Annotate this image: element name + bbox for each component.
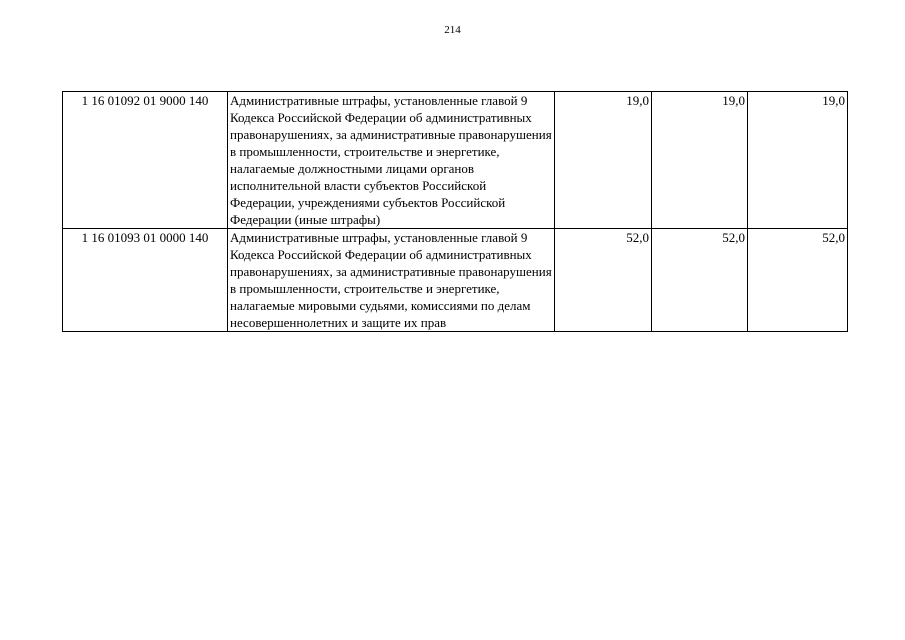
income-description: Административные штрафы, установленные главой 9 Кодекса Российской Федерации об административных правонарушениях, за административные правонарушения в промышленности, строительстве и энергетике, налагаемые мировыми судьями, комиссиями по делам несовершеннолетних и защите их прав [228, 229, 555, 332]
amount-year-2: 19,0 [652, 92, 748, 229]
income-description: Административные штрафы, установленные главой 9 Кодекса Российской Федерации об административных правонарушениях, за административные правонарушения в промышленности, строительстве и энергетике, налагаемые должностными лицами органов исполнительной власти субъектов Российской Федерации, учреждениями субъектов Российской Федерации (иные штрафы) [228, 92, 555, 229]
table-row [63, 229, 848, 332]
table-row [63, 92, 848, 229]
classification-code: 1 16 01092 01 9000 140 [63, 92, 228, 229]
amount-year-1: 52,0 [555, 229, 652, 332]
amount-year-1: 19,0 [555, 92, 652, 229]
classification-code: 1 16 01093 01 0000 140 [63, 229, 228, 332]
budget-table [62, 91, 848, 332]
amount-year-3: 19,0 [748, 92, 848, 229]
page-number: 214 [444, 24, 461, 36]
amount-year-2: 52,0 [652, 229, 748, 332]
amount-year-3: 52,0 [748, 229, 848, 332]
